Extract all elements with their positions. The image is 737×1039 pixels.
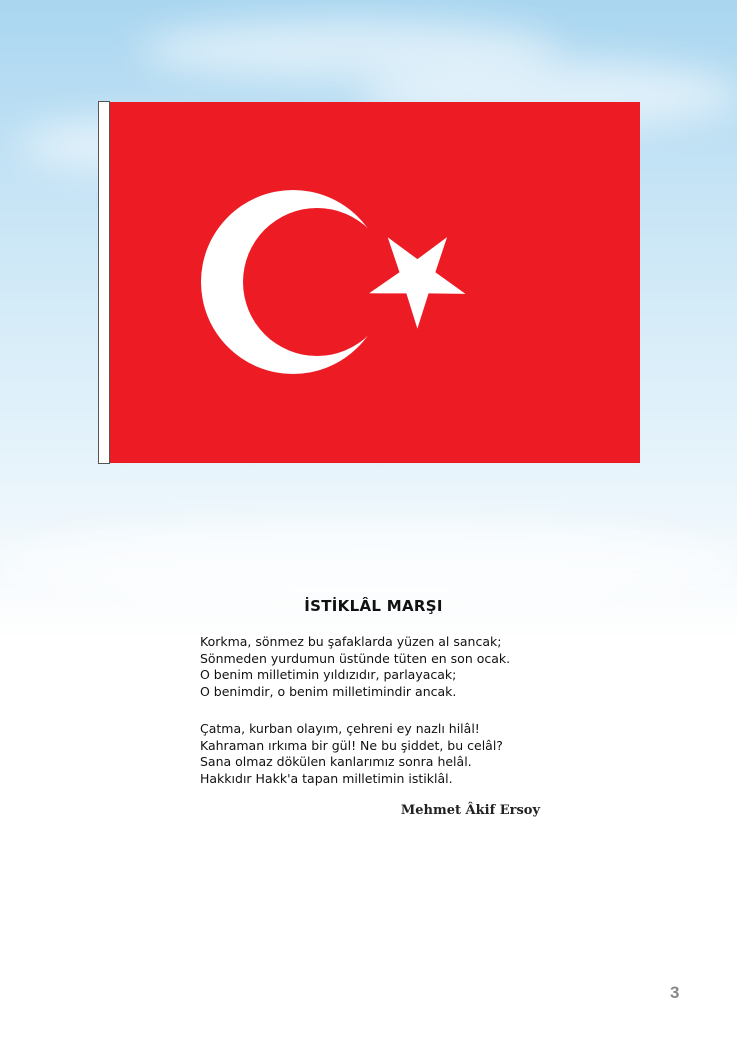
verse-line: O benim milletimin yıldızıdır, parlayacak; [200, 667, 457, 683]
verse-line: Hakkıdır Hakk'a tapan milletimin istiklâl. [200, 771, 453, 787]
verse-line: Korkma, sönmez bu şafaklarda yüzen al sancak; [200, 634, 502, 649]
verse-line: Çatma, kurban olayım, çehreni ey nazlı hilâl! [200, 721, 480, 736]
stanza-2 [200, 721, 503, 788]
flag-image [110, 102, 640, 463]
crescent-inner [243, 208, 391, 356]
verse-line: Sana olmaz dökülen kanlarımız sonra helâl. [200, 754, 472, 770]
stanza-1 [200, 634, 510, 701]
verse-line: Sönmeden yurdumun üstünde tüten en son ocak. [200, 650, 511, 666]
page-number: 3 [670, 983, 680, 1002]
verse-line: O benimdir, o benim milletimindir ancak. [200, 684, 457, 700]
verse-line: Kahraman ırkıma bir gül! Ne bu şiddet, bu celâl? [200, 737, 503, 753]
anthem-title: İSTİKLÂL MARŞI [304, 597, 443, 615]
author-name: Mehmet Âkif Ersoy [400, 803, 540, 818]
flag-pole [98, 101, 110, 464]
turkish-flag [98, 101, 640, 464]
